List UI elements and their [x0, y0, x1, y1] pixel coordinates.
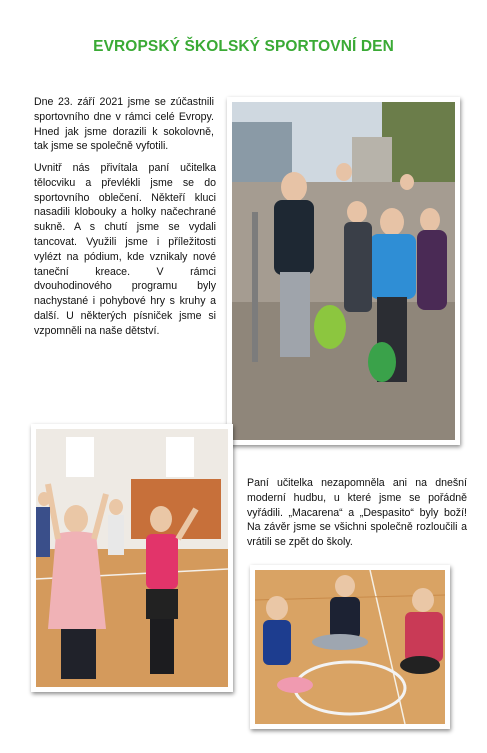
photo-group-outside: [227, 97, 460, 445]
photo-girls-dancing-image: [36, 429, 228, 687]
page-title: EVROPSKÝ ŠKOLSKÝ SPORTOVNÍ DEN: [93, 38, 394, 55]
paragraph-ending: Paní učitelka nezapomněla ani na dnešní moderní hudbu, u které jsme se pořádně vyřádili. „Macarena“ a „Despasito“ byly boží! Na závěr jsme se všichni společně rozloučili a vrátili se zpět do školy.: [247, 477, 467, 549]
photo-kids-hoop: [250, 565, 450, 729]
paragraph-dance: Uvnitř nás přivítala paní učitelka tělocviku a převlékli jsme se do sportovního oblečení. Někteří kluci nasadili klobouky a holky načechrané sukně. A s chutí jsme se vydali tancovat. Využili jsme i příležitosti vylézt na pódium, kde vznikaly nové taneční kreace. V rámci dvouhodinového programu byly nachystané i pohybové hry s kruhy a další. U některých písniček jsme si vzpomněli na naše dětství.: [34, 162, 216, 337]
photo-girls-dancing: [31, 424, 233, 692]
paragraph-intro: Dne 23. září 2021 jsme se zúčastnili sportovního dne v rámci celé Evropy. Hned jak jsme dorazili k sokolovně, tak jsme se společně vyfotili.: [34, 96, 214, 153]
photo-kids-hoop-image: [255, 570, 445, 724]
photo-group-outside-image: [232, 102, 455, 440]
